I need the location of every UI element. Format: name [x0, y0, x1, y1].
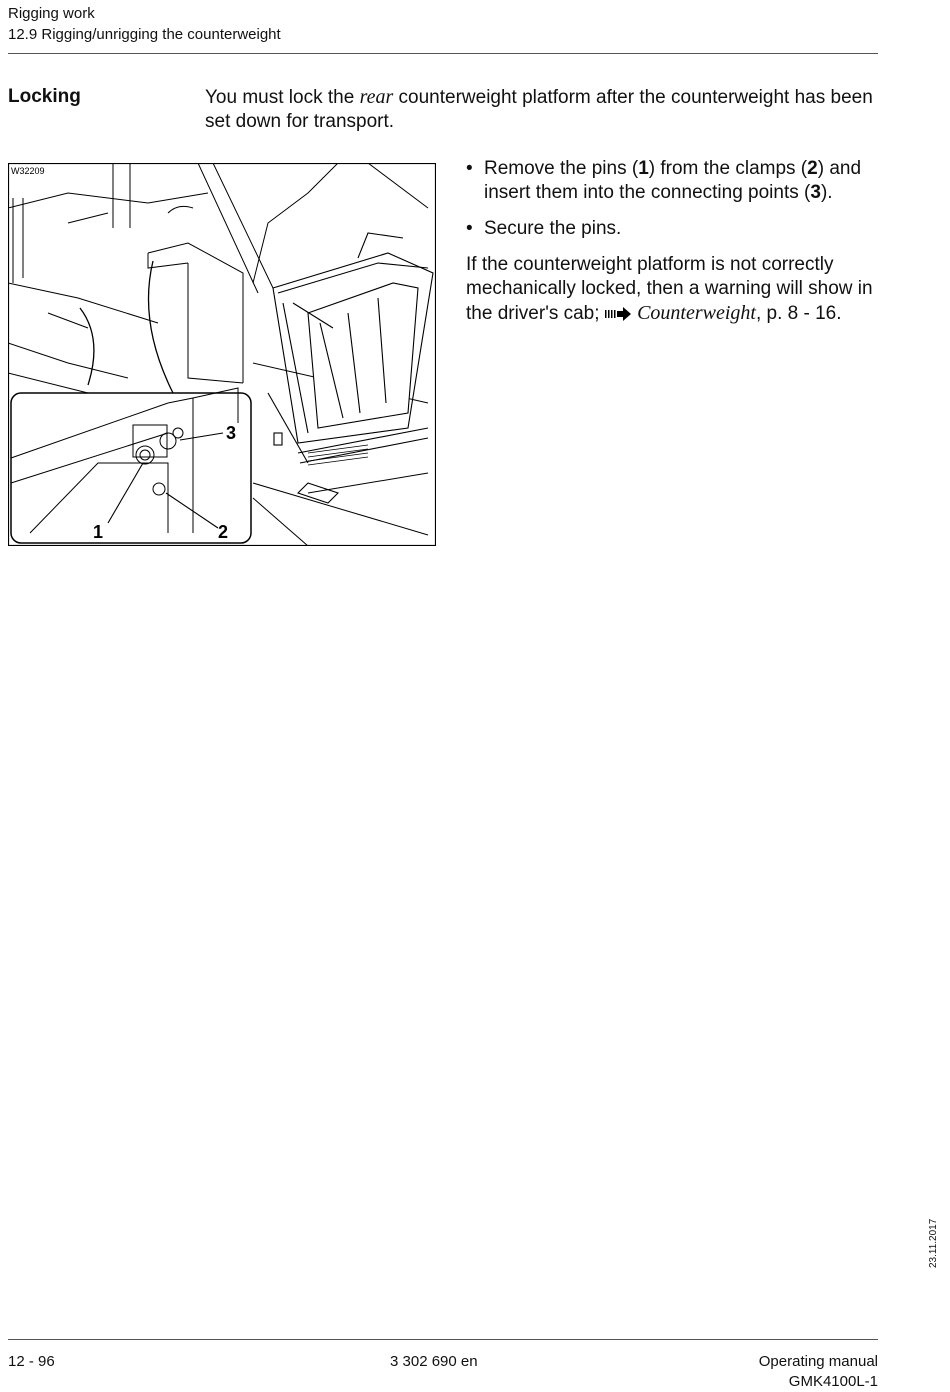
- page-number: 12 - 96: [8, 1353, 55, 1370]
- bullet-icon: •: [466, 158, 473, 179]
- callout-2: 2: [218, 522, 229, 542]
- footer-divider: [8, 1339, 878, 1340]
- warning-note: If the counterweight platform is not correctly mechanically locked, then a warning will show in the driver's cab; Counterweight, p. 8 - 16.: [466, 253, 881, 328]
- subsection-heading: Locking: [8, 86, 81, 107]
- figure-id: W32209: [11, 166, 45, 176]
- model-name: GMK4100L-1: [788, 1373, 878, 1390]
- cross-reference-arrow-icon: [605, 304, 632, 328]
- document-number: 3 302 690 en: [390, 1353, 478, 1370]
- technical-illustration: [8, 163, 436, 546]
- section-title: 12.9 Rigging/unrigging the counterweight: [8, 26, 281, 43]
- instruction-column: [466, 157, 881, 328]
- list-item: • Remove the pins (1) from the clamps (2) and insert them into the connecting points (3).: [466, 158, 862, 203]
- intro-paragraph: You must lock the rear counterweight platform after the counterweight has been set down for transport.: [205, 86, 873, 132]
- chapter-title: Rigging work: [8, 5, 95, 22]
- callout-1: 1: [93, 522, 104, 542]
- emphasis-word: rear: [359, 86, 394, 108]
- page-header: [8, 3, 281, 45]
- cross-reference-link[interactable]: Counterweight: [637, 302, 756, 324]
- manual-title: Operating manual: [758, 1353, 878, 1370]
- list-item: • Secure the pins.: [466, 218, 622, 239]
- header-divider: [8, 53, 878, 54]
- manual-info: [759, 1352, 878, 1392]
- bullet-icon: •: [466, 218, 473, 239]
- callout-3: 3: [226, 423, 237, 443]
- print-date: 23.11.2017: [928, 1218, 939, 1268]
